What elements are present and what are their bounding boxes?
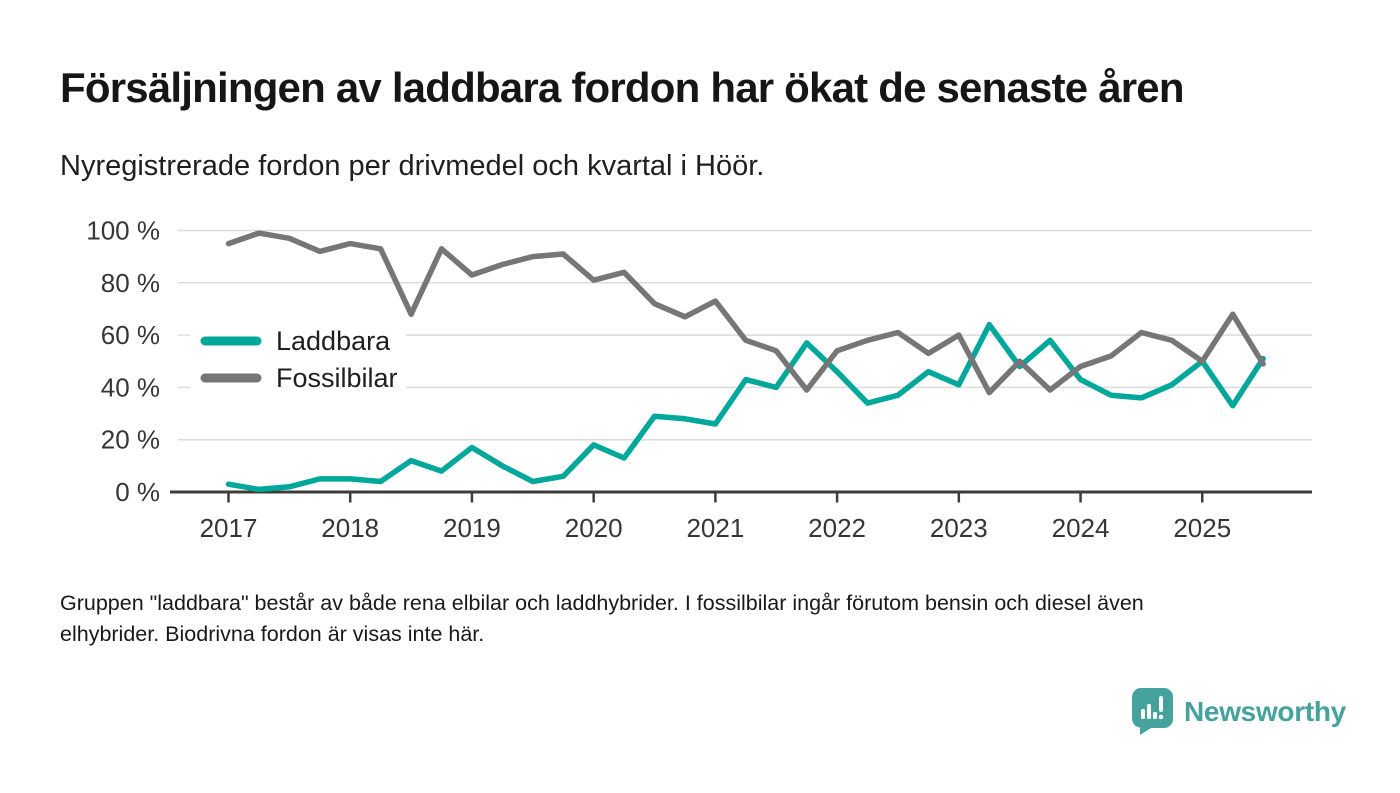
x-axis — [170, 492, 1312, 503]
logo-bar-1 — [1141, 709, 1145, 719]
logo-exclamation-stem — [1159, 696, 1163, 712]
footnote-line-1: Gruppen "laddbara" består av både rena elbilar och laddhybrider. I fossilbilar ingår förutom bensin och diesel även — [60, 591, 1144, 615]
legend-label-fossilbilar: Fossilbilar — [276, 363, 398, 393]
x-tick-label: 2018 — [321, 513, 380, 543]
x-tick-label: 2019 — [443, 513, 501, 543]
newsworthy-logo-icon — [1132, 688, 1173, 735]
y-tick-label: 20 % — [100, 424, 160, 455]
legend — [190, 320, 406, 398]
x-tick-label: 2023 — [929, 513, 988, 543]
footnote-line-2: elhybrider. Biodrivna fordon är visas inte här. — [60, 622, 485, 646]
chart-subtitle: Nyregistrerade fordon per drivmedel och kvartal i Höör. — [60, 150, 765, 182]
chart-title: Försäljningen av laddbara fordon har ökat de senaste åren — [60, 64, 1184, 111]
logo-exclamation-dot — [1159, 715, 1164, 720]
x-tick-label: 2022 — [808, 513, 867, 543]
x-tick-label: 2025 — [1173, 513, 1232, 543]
brand-lockup — [1132, 688, 1346, 735]
x-tick-label: 2017 — [199, 513, 258, 543]
y-tick-label: 0 % — [115, 477, 160, 507]
y-axis-labels — [86, 216, 160, 508]
y-tick-label: 60 % — [100, 320, 160, 351]
brand-name: Newsworthy — [1184, 695, 1346, 727]
x-tick-label: 2020 — [564, 513, 623, 543]
x-axis-labels — [200, 513, 1232, 543]
x-tick-label: 2021 — [686, 513, 745, 543]
y-tick-label: 80 % — [100, 267, 160, 298]
y-tick-label: 40 % — [100, 372, 160, 403]
legend-label-laddbara: Laddbara — [276, 326, 391, 356]
x-tick-label: 2024 — [1051, 513, 1110, 543]
logo-bar-2 — [1147, 704, 1151, 719]
logo-bar-3 — [1153, 712, 1157, 719]
footnote — [60, 588, 1144, 650]
y-tick-label: 100 % — [86, 215, 160, 246]
